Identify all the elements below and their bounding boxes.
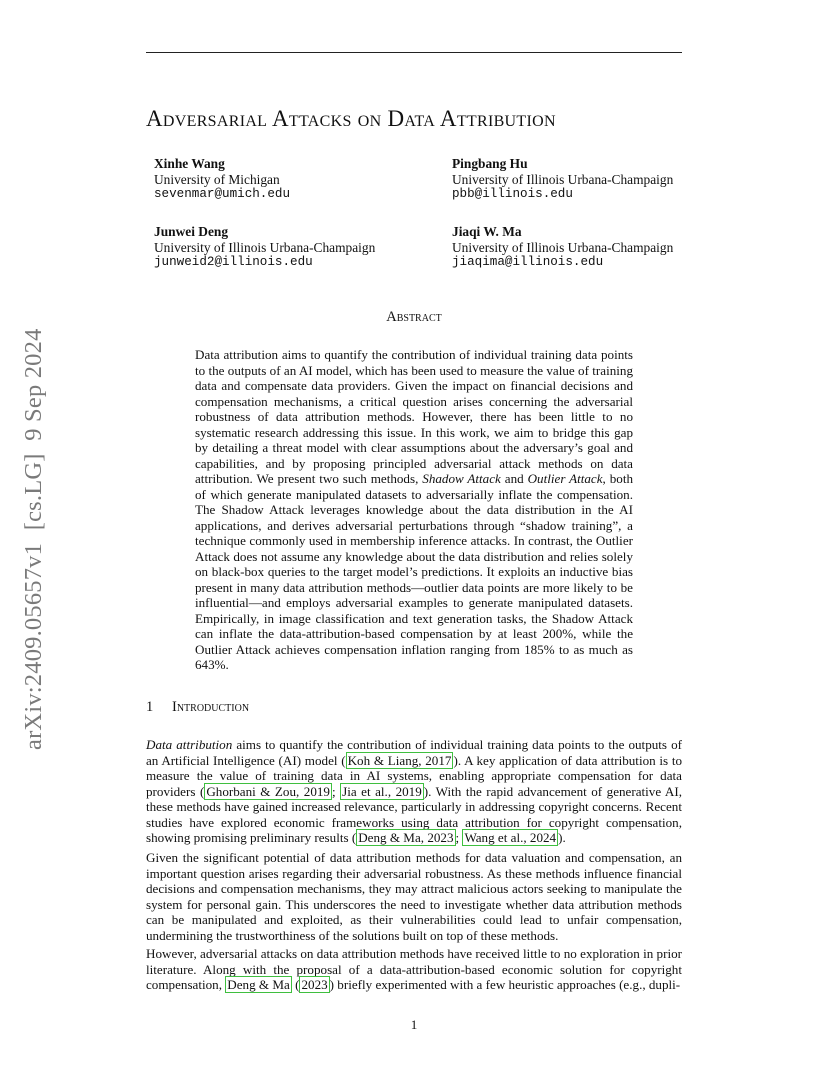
author-block <box>154 224 375 271</box>
paragraph-text: ) briefly experimented with a few heuristic approaches (e.g., dupli- <box>329 977 681 992</box>
paragraph-text: ). With the rapid advancement of generative AI, these methods have gained increased relevance, particularly in addressing copyright concerns. Recent studies have explored economic frameworks using data attribution for copyright compensation, showing promising preliminary results ( <box>146 783 683 845</box>
citation-link[interactable]: Deng & Ma, 2023 <box>358 830 454 845</box>
author-name: Pingbang Hu <box>452 156 528 171</box>
author-affiliation: University of Michigan <box>154 171 280 187</box>
author-email[interactable]: sevenmar@umich.edu <box>154 187 291 202</box>
method-name: Outlier Attack <box>527 471 603 486</box>
intro-paragraph <box>146 946 682 993</box>
author-affiliation: University of Illinois Urbana-Champaign <box>452 239 674 255</box>
author-email[interactable]: jiaqima@illinois.edu <box>452 255 604 270</box>
abstract-text: Data attribution aims to quantify the contribution of individual training data points to the outputs of an AI model, which has been used to measure the value of training data and compensate data providers. Given the impact on financial decisions and compensation mechanisms, a critical question arises concerning the adversarial robustness of data attribution methods. However, there has been little to no systematic research addressing this issue. In this work, we aim to bridge this gap by detailing a threat model with clear assumptions about the adversary’s goal and capabilities, and by proposing principled adversarial attack methods on data attribution. We present two such methods, <box>195 347 633 486</box>
author-name: Junwei Deng <box>154 224 229 239</box>
author-email[interactable]: junweid2@illinois.edu <box>154 255 313 270</box>
abstract-heading: Abstract <box>386 309 442 325</box>
author-name: Xinhe Wang <box>154 156 225 171</box>
paragraph-text: aims to quantify the contribution of individual training data points to the outputs of an Artificial Intelligence (AI) model ( <box>146 737 682 768</box>
author-affiliation: University of Illinois Urbana-Champaign <box>452 171 674 187</box>
author-name: Jiaqi W. Ma <box>452 224 522 239</box>
intro-paragraph: Given the significant potential of data attribution methods for data valuation and compensation, an important question arises regarding their adversarial robustness. As these methods influence financial decisions and compensation mechanisms, they may attract malicious actors seeking to manipulate the system for personal gain. This underscores the need to investigate whether data attribution methods can be manipulated and exploited, as their vulnerabilities could lead to unfair compensation, undermining the trustworthiness of the solutions built on top of these methods. <box>146 850 682 943</box>
paragraph-text: ). <box>558 830 566 845</box>
arxiv-identifier: arXiv:2409.05657v1 [cs.LG] 9 Sep 2024 <box>20 328 47 750</box>
paragraph-text: ; <box>455 830 463 845</box>
section-number: 1 <box>146 699 154 715</box>
method-name: Shadow Attack <box>422 471 501 486</box>
author-affiliation: University of Illinois Urbana-Champaign <box>154 239 376 255</box>
abstract-body <box>195 347 633 673</box>
citation-link[interactable]: Ghorbani & Zou, 2019 <box>206 783 330 799</box>
section-title: Introduction <box>172 699 250 715</box>
paragraph-text: ( <box>291 977 300 992</box>
author-block <box>452 156 673 203</box>
citation-link[interactable]: Wang et al., 2024 <box>464 830 557 845</box>
citation-link[interactable]: Deng & Ma <box>227 977 290 992</box>
intro-paragraph <box>146 737 682 846</box>
citation-link[interactable]: Jia et al., 2019 <box>342 783 422 799</box>
author-email[interactable]: pbb@illinois.edu <box>452 187 573 202</box>
paragraph-text: ; <box>331 783 341 799</box>
section-heading <box>146 699 249 716</box>
paragraph-text: ). A key application of data attribution is to measure the value of training data in AI systems, enabling appropriate compensation for data providers ( <box>146 752 683 799</box>
citation-link[interactable]: Koh & Liang, 2017 <box>347 752 452 768</box>
emphasized-term: Data attribution <box>146 737 233 752</box>
abstract-text: , both of which generate manipulated datasets to adversarially inflate the compensation. The Shadow Attack leverages knowledge about the data distribution in the AI applications, and derives adversarial perturbations through “shadow training”, a technique commonly used in membership inference attacks. In contrast, the Outlier Attack does not assume any knowledge about the data distribution and relies solely on black-box queries to the target model’s predictions. It exploits an inductive bias present in many data attribution methods—outlier data points are more likely to be influential—and employs adversarial examples to generate manipulated datasets. Empirically, in image classification and text generation tasks, the Shadow Attack can inflate the data-attribution-based compensation by at least 200%, while the Outlier Attack achieves compensation inflation ranging from 185% to as much as 643%. <box>195 471 634 672</box>
paper-title: Adversarial Attacks on Data Attribution <box>146 106 556 131</box>
page-number: 1 <box>410 1017 418 1032</box>
author-block <box>154 156 290 203</box>
citation-link[interactable]: 2023 <box>301 977 328 992</box>
abstract-text: and <box>500 471 528 486</box>
author-block <box>452 224 673 271</box>
paragraph-text: However, adversarial attacks on data attribution methods have received little to no exploration in prior literature. Along with the proposal of a data-attribution-based economic solution for copyright compensation, <box>146 946 682 992</box>
top-rule <box>146 52 682 53</box>
